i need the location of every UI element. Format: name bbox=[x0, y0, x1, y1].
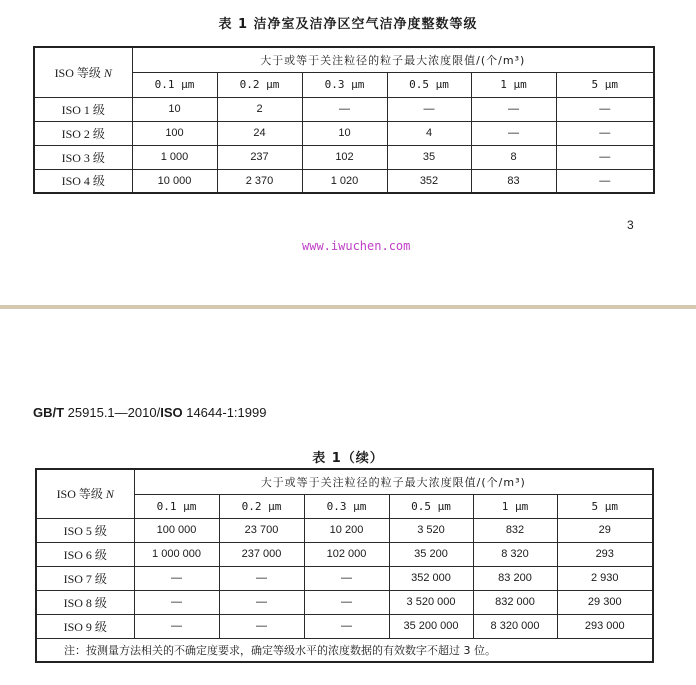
value-cell: 100 bbox=[132, 121, 217, 145]
iso-class-header: ISO 等级 N bbox=[34, 47, 132, 97]
value-cell: — bbox=[304, 590, 389, 614]
table-row bbox=[34, 145, 654, 169]
table-1-continued-title: 表 1（续） bbox=[312, 451, 384, 466]
table-note-row bbox=[36, 638, 653, 662]
value-cell: — bbox=[556, 145, 654, 169]
table-1-title: 表 1 洁净室及洁净区空气洁净度整数等级 bbox=[218, 17, 478, 32]
value-cell: — bbox=[556, 121, 654, 145]
value-cell: 102 000 bbox=[304, 542, 389, 566]
value-cell: 237 000 bbox=[219, 542, 304, 566]
value-cell: — bbox=[556, 169, 654, 193]
value-cell: 8 320 000 bbox=[473, 614, 557, 638]
iso-class-header: ISO 等级 N bbox=[36, 469, 134, 518]
value-cell: 35 200 000 bbox=[389, 614, 473, 638]
table-row bbox=[34, 169, 654, 193]
value-cell: 100 000 bbox=[134, 518, 219, 542]
size-header: 0.1 μm bbox=[132, 72, 217, 97]
value-cell: — bbox=[302, 97, 387, 121]
table-row bbox=[36, 614, 653, 638]
standard-code-header: GB/T 25915.1—2010/ISO 14644-1:1999 bbox=[33, 405, 267, 420]
value-cell: 352 bbox=[387, 169, 471, 193]
value-cell: 1 000 bbox=[132, 145, 217, 169]
value-cell: 102 bbox=[302, 145, 387, 169]
value-cell: — bbox=[219, 614, 304, 638]
size-header: 0.3 μm bbox=[302, 72, 387, 97]
value-cell: 293 bbox=[557, 542, 653, 566]
value-cell: 3 520 bbox=[389, 518, 473, 542]
size-header: 0.5 μm bbox=[389, 494, 473, 518]
table-row bbox=[34, 97, 654, 121]
table-row bbox=[36, 566, 653, 590]
concentration-limit-header: 大于或等于关注粒径的粒子最大浓度限值/(个/m³) bbox=[132, 47, 654, 72]
value-cell: 8 bbox=[471, 145, 556, 169]
value-cell: 35 bbox=[387, 145, 471, 169]
iso-class-cell: ISO 5 级 bbox=[36, 518, 134, 542]
value-cell: — bbox=[219, 590, 304, 614]
size-header: 1 μm bbox=[471, 72, 556, 97]
page-separator bbox=[0, 305, 696, 309]
iso-class-cell: ISO 8 级 bbox=[36, 590, 134, 614]
iso-class-cell: ISO 2 级 bbox=[34, 121, 132, 145]
value-cell: — bbox=[304, 614, 389, 638]
iso-class-cell: ISO 4 级 bbox=[34, 169, 132, 193]
value-cell: 832 000 bbox=[473, 590, 557, 614]
iso-class-cell: ISO 6 级 bbox=[36, 542, 134, 566]
value-cell: 10 bbox=[302, 121, 387, 145]
size-header: 0.3 μm bbox=[304, 494, 389, 518]
value-cell: 2 930 bbox=[557, 566, 653, 590]
value-cell: 10 000 bbox=[132, 169, 217, 193]
table-note: 注：按测量方法相关的不确定度要求，确定等级水平的浓度数据的有效数字不超过 3 位。 bbox=[36, 638, 653, 662]
value-cell: — bbox=[556, 97, 654, 121]
iso-class-cell: ISO 9 级 bbox=[36, 614, 134, 638]
value-cell: 4 bbox=[387, 121, 471, 145]
value-cell: 293 000 bbox=[557, 614, 653, 638]
size-header: 0.5 μm bbox=[387, 72, 471, 97]
value-cell: 1 020 bbox=[302, 169, 387, 193]
value-cell: 3 520 000 bbox=[389, 590, 473, 614]
value-cell: 352 000 bbox=[389, 566, 473, 590]
value-cell: 10 200 bbox=[304, 518, 389, 542]
value-cell: 237 bbox=[217, 145, 302, 169]
value-cell: — bbox=[134, 614, 219, 638]
table-row bbox=[36, 542, 653, 566]
value-cell: — bbox=[134, 566, 219, 590]
value-cell: — bbox=[304, 566, 389, 590]
size-header: 0.2 μm bbox=[217, 72, 302, 97]
value-cell: 832 bbox=[473, 518, 557, 542]
size-header: 0.2 μm bbox=[219, 494, 304, 518]
cleanliness-class-table-part2 bbox=[35, 468, 654, 663]
iso-class-cell: ISO 3 级 bbox=[34, 145, 132, 169]
concentration-limit-header: 大于或等于关注粒径的粒子最大浓度限值/(个/m³) bbox=[134, 469, 653, 494]
value-cell: 35 200 bbox=[389, 542, 473, 566]
watermark-link[interactable]: www.iwuchen.com bbox=[302, 239, 411, 253]
value-cell: — bbox=[471, 121, 556, 145]
table-row bbox=[36, 590, 653, 614]
value-cell: 1 000 000 bbox=[134, 542, 219, 566]
value-cell: 8 320 bbox=[473, 542, 557, 566]
size-header: 5 μm bbox=[557, 494, 653, 518]
value-cell: 23 700 bbox=[219, 518, 304, 542]
cleanliness-class-table-part1 bbox=[33, 46, 655, 194]
value-cell: — bbox=[471, 97, 556, 121]
iso-class-cell: ISO 7 级 bbox=[36, 566, 134, 590]
size-header: 1 μm bbox=[473, 494, 557, 518]
value-cell: — bbox=[387, 97, 471, 121]
value-cell: — bbox=[219, 566, 304, 590]
value-cell: 83 200 bbox=[473, 566, 557, 590]
value-cell: 29 300 bbox=[557, 590, 653, 614]
value-cell: 24 bbox=[217, 121, 302, 145]
value-cell: 29 bbox=[557, 518, 653, 542]
size-header: 0.1 μm bbox=[134, 494, 219, 518]
value-cell: 2 bbox=[217, 97, 302, 121]
iso-class-cell: ISO 1 级 bbox=[34, 97, 132, 121]
value-cell: — bbox=[134, 590, 219, 614]
size-header: 5 μm bbox=[556, 72, 654, 97]
value-cell: 83 bbox=[471, 169, 556, 193]
table-row bbox=[34, 121, 654, 145]
page-number: 3 bbox=[627, 218, 634, 232]
table-row bbox=[36, 518, 653, 542]
value-cell: 2 370 bbox=[217, 169, 302, 193]
value-cell: 10 bbox=[132, 97, 217, 121]
